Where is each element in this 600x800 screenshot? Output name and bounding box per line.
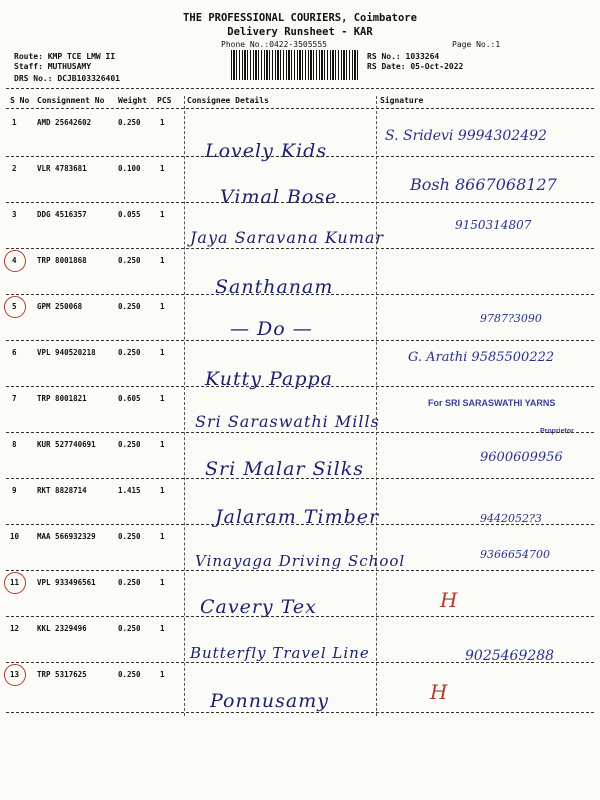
- row-divider: [6, 662, 594, 663]
- rs-date: RS Date: 05-Oct-2022: [367, 62, 464, 71]
- consignee-handwriting: Ponnusamy: [210, 690, 329, 712]
- row-sno: 8: [12, 440, 17, 449]
- row-pcs: 1: [160, 532, 165, 541]
- signature: 9025469288: [465, 648, 555, 664]
- row-pcs: 1: [160, 578, 165, 587]
- red-initials-mark: H: [430, 680, 448, 704]
- row-sno: 10: [10, 532, 20, 541]
- col-consignee: Consignee Details: [187, 96, 269, 105]
- row-consignment: VPL 940520218: [37, 348, 96, 357]
- row-weight: 0.250: [118, 532, 141, 541]
- row-divider: [6, 570, 594, 571]
- row-sno: 2: [12, 164, 17, 173]
- row-consignment: MAA 566932329: [37, 532, 96, 541]
- row-weight: 0.100: [118, 164, 141, 173]
- row-sno: 9: [12, 486, 17, 495]
- row-sno: 1: [12, 118, 17, 127]
- consignee-handwriting: Vinayaga Driving School: [195, 552, 406, 570]
- row-consignment: TRP 5317625: [37, 670, 87, 679]
- col-pcs: PCS: [157, 96, 172, 105]
- row-divider: [6, 712, 594, 713]
- row-weight: 0.250: [118, 624, 141, 633]
- row-pcs: 1: [160, 302, 165, 311]
- row-pcs: 1: [160, 624, 165, 633]
- phone-number: Phone No.:0422-3505555: [221, 40, 327, 49]
- row-pcs: 1: [160, 670, 165, 679]
- row-sno: 6: [12, 348, 17, 357]
- runsheet-subtitle: Delivery Runsheet - KAR: [227, 26, 373, 38]
- consignee-handwriting: Butterfly Travel Line: [190, 644, 370, 662]
- col-signature: Signature: [380, 96, 424, 105]
- signature: 9366654700: [480, 548, 550, 561]
- consignee-handwriting: Sri Saraswathi Mills: [195, 412, 380, 431]
- row-pcs: 1: [160, 256, 165, 265]
- row-divider: [6, 524, 594, 525]
- consignee-handwriting: Jalaram Timber: [215, 506, 380, 528]
- row-divider: [6, 386, 594, 387]
- row-consignment: RKT 8828714: [37, 486, 87, 495]
- staff: Staff: MUTHUSAMY: [14, 62, 92, 71]
- company-stamp: For SRI SARASWATHI YARNS: [428, 398, 556, 408]
- row-divider: [6, 294, 594, 295]
- row-pcs: 1: [160, 348, 165, 357]
- row-weight: 0.055: [118, 210, 141, 219]
- route: Route: KMP TCE LMW II: [14, 52, 116, 61]
- column-rule: [376, 96, 377, 716]
- column-rule: [184, 96, 185, 716]
- row-consignment: TRP 8001821: [37, 394, 87, 403]
- rs-number: RS No.: 1033264: [367, 52, 440, 61]
- drs-number: DRS No.: DCJB103326401: [14, 74, 120, 83]
- row-pcs: 1: [160, 164, 165, 173]
- consignee-handwriting: Lovely Kids: [205, 140, 328, 162]
- row-consignment: TRP 8001868: [37, 256, 87, 265]
- row-weight: 0.250: [118, 670, 141, 679]
- consignee-handwriting: Jaya Saravana Kumar: [190, 228, 385, 247]
- row-consignment: GPM 250068: [37, 302, 83, 311]
- row-sno: 12: [10, 624, 20, 633]
- row-sno: 13: [10, 670, 20, 679]
- row-pcs: 1: [160, 118, 165, 127]
- row-consignment: VPL 933496561: [37, 578, 96, 587]
- row-pcs: 1: [160, 486, 165, 495]
- signature: Bosh 8667068127: [410, 175, 557, 194]
- divider: [6, 88, 594, 89]
- consignee-handwriting: Santhanam: [215, 276, 334, 298]
- row-divider: [6, 616, 594, 617]
- consignee-handwriting: — Do —: [230, 318, 313, 340]
- row-divider: [6, 340, 594, 341]
- row-consignment: AMD 25642602: [37, 118, 92, 127]
- row-consignment: VLR 4783681: [37, 164, 87, 173]
- signature: 9150314807: [455, 218, 532, 232]
- col-consignment: Consignment No: [37, 96, 105, 105]
- row-pcs: 1: [160, 440, 165, 449]
- col-sno: S No: [10, 96, 30, 105]
- row-sno: 11: [10, 578, 20, 587]
- row-weight: 0.250: [118, 118, 141, 127]
- company-title: THE PROFESSIONAL COURIERS, Coimbatore: [183, 12, 417, 24]
- consignee-handwriting: Sri Malar Silks: [205, 458, 364, 480]
- row-weight: 0.250: [118, 578, 141, 587]
- row-sno: 3: [12, 210, 17, 219]
- signature: 9600609956: [480, 450, 563, 465]
- stamp-proprietor: Proprietor: [540, 428, 574, 435]
- row-sno: 5: [12, 302, 17, 311]
- page-number: Page No.:1: [452, 40, 501, 49]
- consignee-handwriting: Kutty Pappa: [205, 368, 333, 390]
- row-pcs: 1: [160, 210, 165, 219]
- row-weight: 0.250: [118, 302, 141, 311]
- row-divider: [6, 156, 594, 157]
- signature: S. Sridevi 9994302492: [385, 128, 547, 144]
- row-weight: 0.250: [118, 440, 141, 449]
- row-pcs: 1: [160, 394, 165, 403]
- row-divider: [6, 478, 594, 479]
- consignee-handwriting: Vimal Bose: [220, 186, 338, 208]
- row-consignment: DDG 4516357: [37, 210, 87, 219]
- row-sno: 7: [12, 394, 17, 403]
- row-divider: [6, 432, 594, 433]
- row-weight: 0.250: [118, 256, 141, 265]
- col-weight: Weight: [118, 96, 147, 105]
- red-initials-mark: H: [440, 588, 458, 612]
- row-consignment: KUR 527740691: [37, 440, 96, 449]
- divider: [6, 108, 594, 109]
- row-sno: 4: [12, 256, 17, 265]
- row-divider: [6, 248, 594, 249]
- signature: 9442052?3: [480, 512, 542, 525]
- row-weight: 1.415: [118, 486, 141, 495]
- signature: G. Arathi 9585500222: [408, 350, 555, 365]
- row-divider: [6, 202, 594, 203]
- barcode: [231, 50, 359, 80]
- signature: 9787?3090: [480, 312, 542, 325]
- consignee-handwriting: Cavery Tex: [200, 596, 317, 618]
- row-weight: 0.250: [118, 348, 141, 357]
- row-consignment: KKL 2329496: [37, 624, 87, 633]
- row-weight: 0.605: [118, 394, 141, 403]
